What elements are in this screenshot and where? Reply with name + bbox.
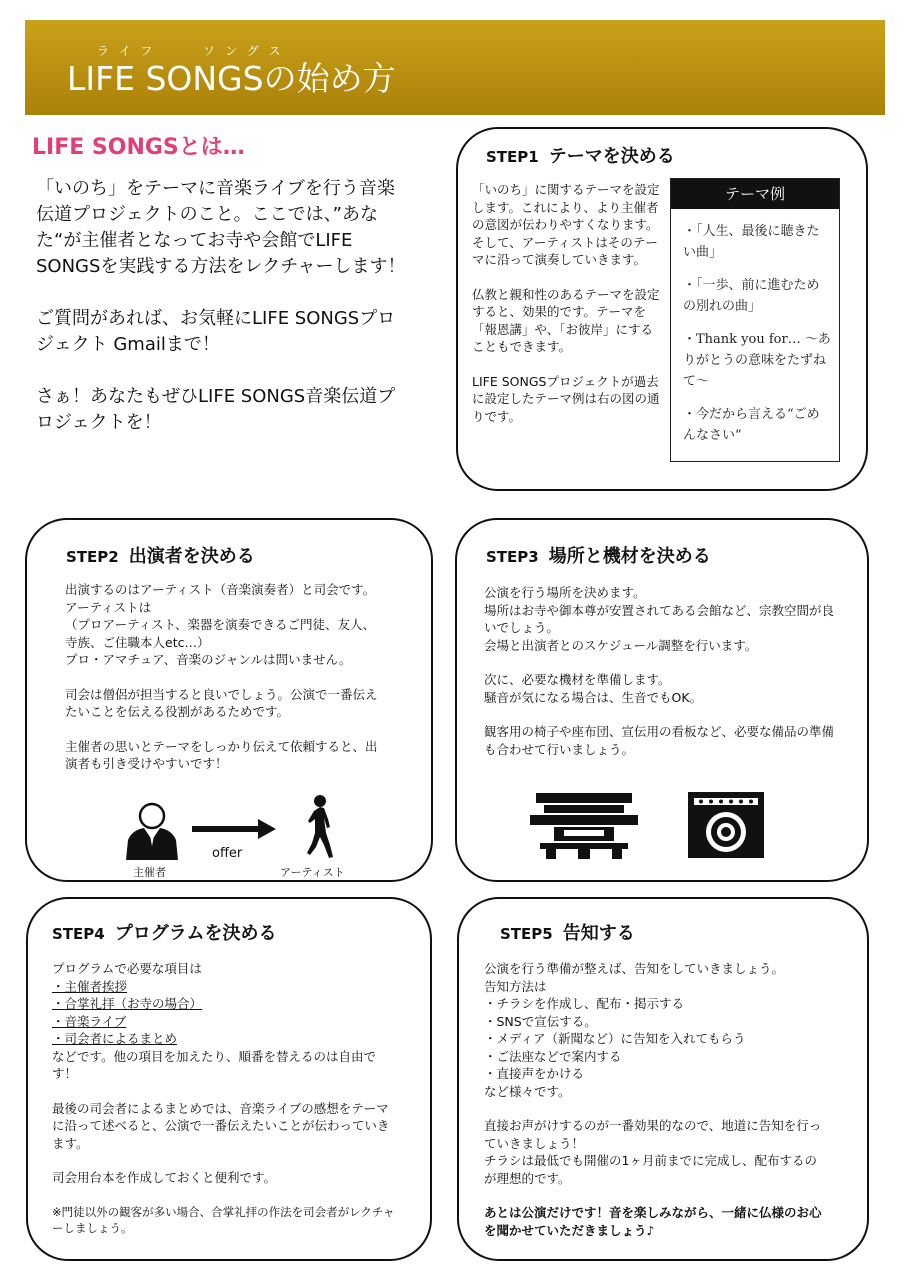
artist-label: アーティスト — [280, 866, 345, 879]
offer-label: offer — [212, 846, 243, 861]
step3-paragraph: 観客用の椅子や座布団、宣伝用の看板など、必要な備品の準備も合わせて行いましょう。 — [484, 724, 835, 757]
offer-arrow-line — [192, 826, 262, 832]
step3-line: 会場と出演者とのスケジュール調整を行います。 — [484, 637, 758, 653]
step4-number: STEP4 — [52, 925, 105, 943]
step4-body — [52, 960, 397, 1236]
artist-icon — [300, 793, 340, 863]
theme-examples-box — [670, 178, 840, 462]
announce-method: ・ご法座などで案内する — [484, 1048, 622, 1064]
organizer-label: 主催者 — [133, 866, 166, 879]
step1-paragraph: LIFE SONGSプロジェクトが過去に設定したテーマ例は右の図の通りです。 — [472, 373, 660, 424]
step2-number: STEP2 — [66, 548, 119, 566]
step2-heading: 出演者を決める — [128, 546, 255, 567]
theme-examples-heading: テーマ例 — [671, 179, 839, 209]
intro-title: LIFE SONGSとは… — [32, 135, 245, 160]
step2-title — [66, 542, 255, 568]
step2-line: プロ・アマチュア、音楽のジャンルは問いません。 — [65, 652, 352, 667]
page-title: LIFE SONGSの始め方 — [67, 59, 396, 98]
intro-paragraph: さぁ！あなたもぜひLIFE SONGS音楽伝道プロジェクトを！ — [36, 386, 396, 433]
step3-line: 公演を行う場所を決めます。 — [484, 585, 646, 600]
step1-heading: テーマを決める — [548, 146, 675, 167]
step2-paragraph: 司会は僧侶が担当すると良いでしょう。公演で一番伝えたいことを伝える役割があるためです。 — [65, 686, 378, 719]
step5-number: STEP5 — [500, 925, 553, 943]
step5-line: など様々です。 — [484, 1083, 571, 1099]
ruby-songs: ソングス — [203, 44, 291, 58]
step4-paragraph: などです。他の項目を加えたり、順番を替えるのは自由です！ — [52, 1048, 377, 1081]
intro-paragraph: ご質問があれば、お気軽にLIFE SONGSプロジェクト Gmailまで！ — [36, 308, 396, 355]
ruby-life: ライフ — [97, 44, 163, 58]
step5-line: 直接お声がけするのが一番効果的なので、地道に告知を行っていきましょう！ — [484, 1118, 822, 1151]
step4-title — [52, 919, 277, 945]
step3-title — [486, 542, 711, 568]
step5-line: チラシは最低でも開催の1ヶ月前までに完成し、配布するのが理想的です。 — [484, 1153, 817, 1186]
theme-example: ・「一歩、前に進むための別れの曲」 — [683, 278, 820, 314]
step4-paragraph: 最後の司会者によるまとめでは、音楽ライブの感想をテーマに沿って述べると、公演で一番伝えたいことが伝わっていきます。 — [52, 1100, 390, 1151]
step2-line: 出演するのはアーティスト（音楽演奏者）と司会です。 — [65, 582, 376, 597]
step5-heading: 告知する — [562, 923, 635, 944]
organizer-icon — [124, 800, 180, 860]
temple-icon — [530, 793, 638, 859]
step2-line: （プロアーティスト、楽器を演奏できるご門徒、友人、寺族、ご住職本人etc…） — [65, 617, 376, 650]
amplifier-icon — [688, 792, 764, 858]
announce-method: ・直接声をかける — [484, 1066, 585, 1081]
step1-paragraph: 仏教と親和性のあるテーマを設定すると、効果的です。テーマを「報恩講」や、「お彼岸」にすることもできます。 — [472, 286, 660, 354]
theme-example: ・Thank you for… 〜ありがとうの意味をたずねて〜 — [683, 332, 831, 389]
intro-text — [36, 176, 411, 462]
step5-line: 告知方法は — [484, 978, 547, 994]
program-item: ・合掌礼拝（お寺の場合） — [52, 996, 203, 1011]
step4-line: プログラムで必要な項目は — [52, 961, 202, 976]
announce-method: ・SNSで宣伝する。 — [484, 1013, 597, 1029]
step2-paragraph: 主催者の思いとテーマをしっかり伝えて依頼すると、出演者も引き受けやすいです！ — [65, 738, 378, 771]
step1-body — [472, 181, 662, 425]
header-banner — [25, 20, 885, 115]
step5-title — [500, 919, 635, 945]
step3-heading: 場所と機材を決める — [548, 546, 711, 567]
step2-body — [65, 581, 385, 773]
step3-line: 場所はお寺や御本尊が安置されてある会館など、宗教空間が良いでしょう。 — [484, 602, 835, 635]
theme-example: ・今だから言える“ごめんなさい” — [683, 407, 820, 443]
step3-body — [484, 584, 844, 758]
step5-closing: あとは公演だけです！音を楽しみながら、一緒に仏様のお心を聞かせていただきましょう♪ — [484, 1205, 822, 1238]
program-item: ・主催者挨拶 — [52, 978, 128, 994]
announce-method: ・チラシを作成し、配布・掲示する — [484, 996, 685, 1011]
offer-arrow-head — [258, 819, 276, 839]
step2-line: アーティストは — [65, 599, 152, 615]
step3-line: 騒音が気になる場合は、生音でもOK。 — [484, 689, 703, 705]
announce-method: ・メディア（新聞など）に告知を入れてもらう — [484, 1031, 746, 1046]
theme-example: ・「人生、最後に聴きたい曲」 — [683, 224, 820, 260]
step1-paragraph: 「いのち」に関するテーマを設定します。これにより、より主催者の意図が伝わりやすくなります。そして、アーティストはそのテーマに沿って演奏していきます。 — [472, 182, 660, 267]
program-item: ・音楽ライブ — [52, 1013, 127, 1029]
step3-line: 次に、必要な機材を準備します。 — [484, 672, 671, 687]
step5-line: 公演を行う準備が整えば、告知をしていきましょう。 — [484, 961, 785, 976]
step1-title — [486, 142, 675, 168]
step4-heading: プログラムを決める — [114, 923, 277, 944]
step3-number: STEP3 — [486, 548, 539, 566]
step1-number: STEP1 — [486, 148, 539, 166]
program-item: ・司会者によるまとめ — [52, 1031, 178, 1046]
step5-body — [484, 960, 829, 1239]
step4-note: ※門徒以外の観客が多い場合、合掌礼拝の作法を司会者がレクチャーしましょう。 — [52, 1204, 395, 1235]
intro-paragraph: 「いのち」をテーマに音楽ライブを行う音楽伝道プロジェクトのこと。ここでは、”あなた“が主催者となってお寺や会館でLIFE SONGSを実践する方法をレクチャーします！ — [36, 178, 406, 277]
step4-paragraph: 司会用台本を作成しておくと便利です。 — [52, 1170, 277, 1185]
